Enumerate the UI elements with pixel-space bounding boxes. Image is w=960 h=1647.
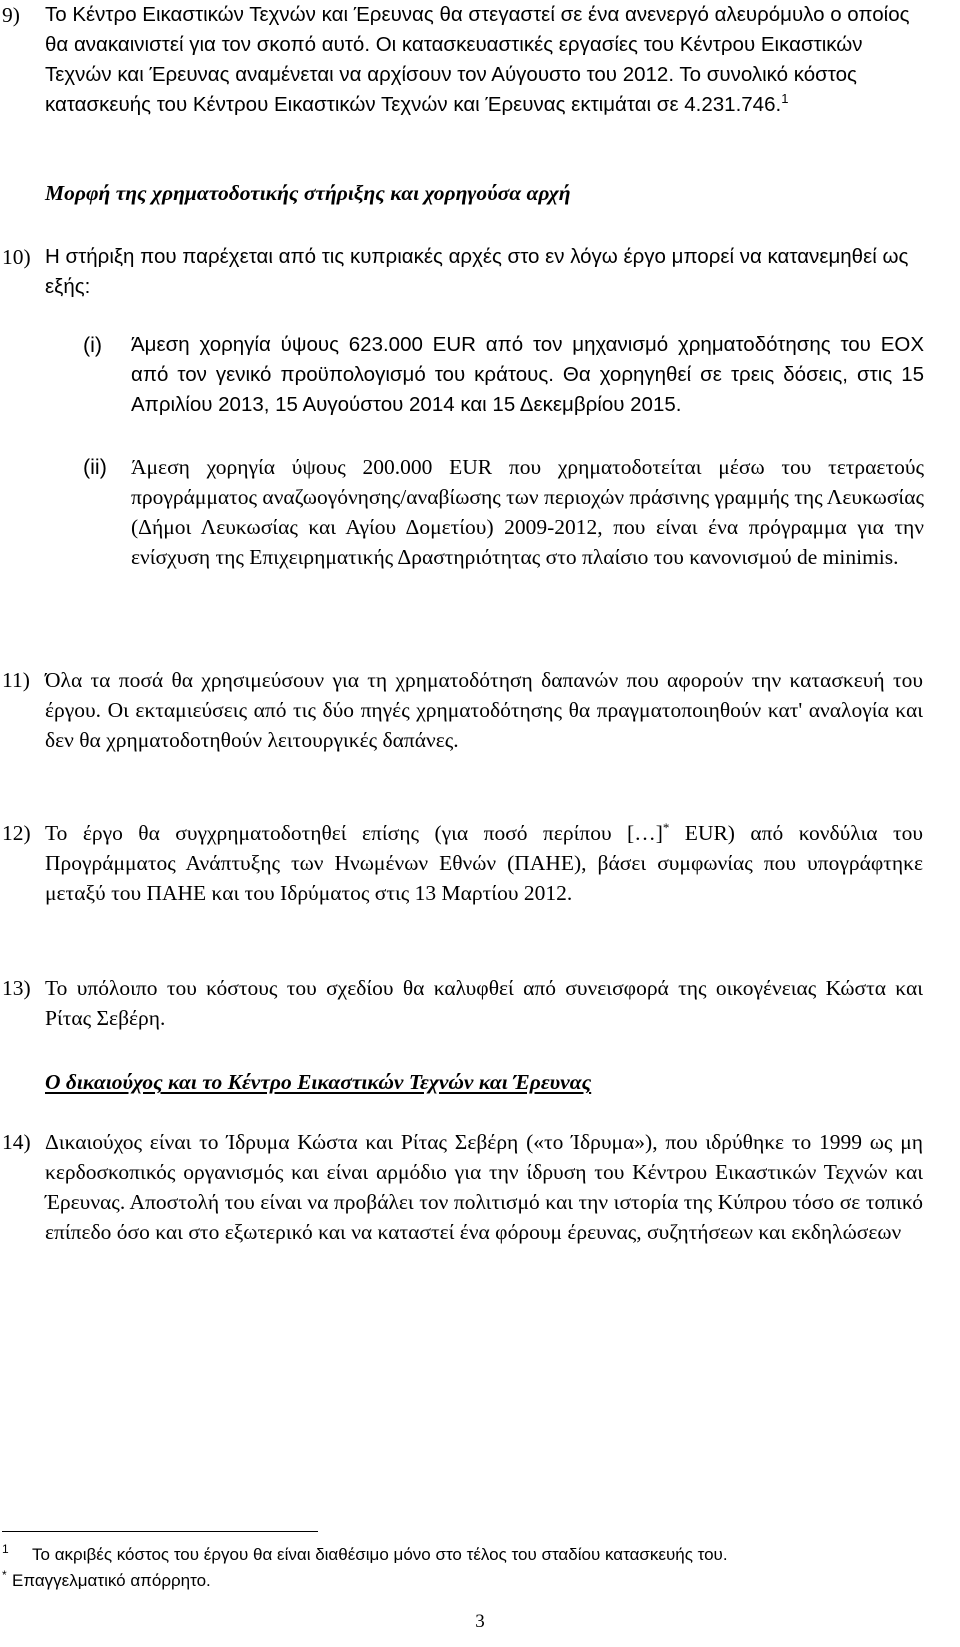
footnote-ref-star[interactable]: * [662, 819, 670, 835]
footnote-text: Το ακριβές κόστος του έργου θα είναι διαθέσιμο μόνο στο τέλος του σταδίου κατασκευής του. [32, 1545, 728, 1564]
list-item-text: Άμεση χορηγία ύψους 200.000 EUR που χρηματοδοτείται μέσω του τετραετούς προγράμματος αναζωογόνησης/αναβίωσης των περιοχών πράσινης γραμμής της Λευκωσίας (Δήμοι Λευκωσίας και Αγίου Δομετίου) 2009-2012, που είναι ένα πρόγραμμα για την ενίσχυση της Επιχειρηματικής Δραστηριότητας στο πλαίσιο του κανονισμού de minimis. [131, 455, 924, 569]
paragraph-12-text-b: EUR) από κονδύλια του Προγράμματος Ανάπτυξης των Ηνωμένων Εθνών (ΠΑΗΕ), βάσει συμφωνίας που υπογράφτηκε μεταξύ του ΠΑΗΕ και του Ιδρύματος στις 13 Μαρτίου 2012. [45, 821, 923, 905]
section-heading-beneficiary: Ο δικαιούχος και το Κέντρο Εικαστικών Τεχνών και Έρευνας [45, 1070, 592, 1094]
footnote-star: * Επαγγελματικό απόρρητο. [2, 1568, 211, 1590]
footnote-ref-1[interactable]: 1 [781, 91, 789, 107]
paragraph-text: Όλα τα ποσά θα χρησιμεύσουν για τη χρηματοδότηση δαπανών που αφορούν την κατασκευή του έργου. Οι εκταμιεύσεις από τις δύο πηγές χρηματοδότησης θα πραγματοποιηθούν κατ' αναλογία και δεν θα χρηματοδοτηθούν λειτουργικές δαπάνες. [45, 668, 923, 752]
paragraph-number: 11) [2, 668, 30, 692]
list-item-text: Άμεση χορηγία ύψους 623.000 EUR από τον μηχανισμό χρηματοδότησης του ΕΟΧ από τον γενικό προϋπολογισμό του κράτους. Θα χορηγηθεί σε τρεις δόσεις, στις 15 Απριλίου 2013, 15 Αυγούστου 2014 και 15 Δεκεμβρίου 2015. [131, 333, 924, 416]
paragraph-number: 10) [2, 245, 31, 269]
page-number: 3 [475, 1611, 485, 1632]
list-item-number: (ii) [83, 455, 107, 479]
paragraph-number: 14) [2, 1130, 31, 1154]
paragraph-number: 12) [2, 821, 31, 845]
footnote-text: Επαγγελματικό απόρρητο. [12, 1571, 211, 1590]
paragraph-text: Το υπόλοιπο του κόστους του σχεδίου θα καλυφθεί από συνεισφορά της οικογένειας Κώστα και Ρίτας Σεβέρη. [45, 976, 923, 1030]
footnote-separator [2, 1531, 318, 1532]
paragraph-number: 9) [2, 3, 20, 27]
paragraph-12-text-a: Το έργο θα συγχρηματοδοτηθεί επίσης (για ποσό περίπου […] [45, 821, 663, 845]
paragraph-text: Δικαιούχος είναι το Ίδρυμα Κώστα και Ρίτας Σεβέρη («το Ίδρυμα»), που ιδρύθηκε το 1999 ως μη κερδοσκοπικός οργανισμός και είναι αρμόδιο για την ίδρυση του Κέντρου Εικαστικών Τεχνών και Έρευνας. Αποστολή του είναι να προβάλει τον πολιτισμό και την ιστορία της Κύπρου τόσο σε τοπικό επίπεδο όσο και στο εξωτερικό και να καταστεί ένα φόρουμ έρευνας, συζητήσεων και εκδηλώσεων [45, 1130, 923, 1244]
list-item-number: (i) [83, 333, 103, 357]
paragraph-number: 13) [2, 976, 31, 1000]
paragraph-text: Η στήριξη που παρέχεται από τις κυπριακές αρχές στο εν λόγω έργο μπορεί να κατανεμηθεί ως εξής: [45, 245, 909, 298]
footnote-1: 1 Το ακριβές κόστος του έργου θα είναι διαθέσιμο μόνο στο τέλος του σταδίου κατασκευής του. [2, 1542, 728, 1564]
paragraph-text [45, 818, 923, 908]
paragraph-text [45, 0, 923, 120]
section-heading-funding: Μορφή της χρηματοδοτικής στήριξης και χορηγούσα αρχή [45, 181, 571, 205]
paragraph-9-text: Το Κέντρο Εικαστικών Τεχνών και Έρευνας θα στεγαστεί σε ένα ανενεργό αλευρόμυλο ο οποίος θα ανακαινιστεί για τον σκοπό αυτό. Οι κατασκευαστικές εργασίες του Κέντρου Εικαστικών Τεχνών και Έρευνας αναμένεται να αρχίσουν τον Αύγουστο του 2012. Το συνολικό κόστος κατασκευής του Κέντρου Εικαστικών Τεχνών και Έρευνας εκτιμάται σε 4.231.746. [45, 3, 910, 116]
